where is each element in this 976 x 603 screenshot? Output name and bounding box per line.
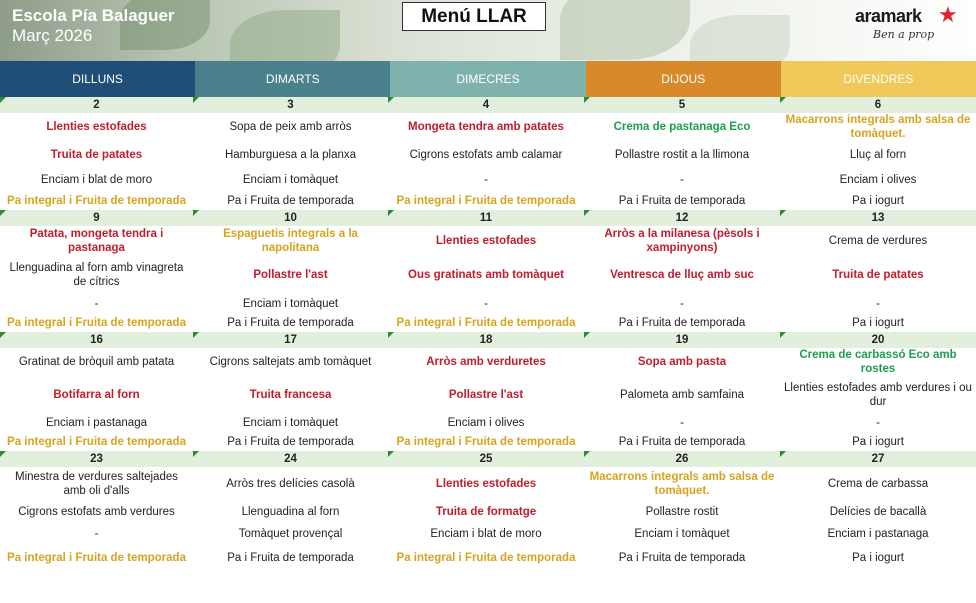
dish-name: Truita de patates xyxy=(50,149,143,161)
date-cell xyxy=(584,97,780,113)
date-number: 9 xyxy=(93,212,100,224)
dish-row xyxy=(0,294,976,313)
dish-cell xyxy=(584,546,780,570)
dish-cell xyxy=(193,256,388,294)
dish-name: Enciam i blat de moro xyxy=(430,528,542,540)
corner-marker-icon xyxy=(584,451,590,457)
dish-cell xyxy=(388,413,584,432)
dish-cell xyxy=(193,376,388,413)
dish-name: Enciam i tomàquet xyxy=(242,174,339,186)
dish-cell xyxy=(388,294,584,313)
dish-name: Macarrons integrals amb salsa de tomàquet. xyxy=(589,471,775,497)
date-cell xyxy=(388,97,584,113)
corner-marker-icon xyxy=(193,332,199,338)
dish-cell xyxy=(780,141,976,169)
dish-name: Enciam i pastanaga xyxy=(45,416,147,429)
dish-row xyxy=(0,169,976,191)
date-number: 5 xyxy=(678,99,686,111)
dish-cell xyxy=(780,191,976,210)
dish-name: Enciam i tomàquet xyxy=(242,416,339,429)
corner-marker-icon xyxy=(388,332,394,338)
dish-cell xyxy=(388,169,584,191)
date-cell xyxy=(780,451,976,467)
dish-cell xyxy=(584,501,780,522)
date-number: 17 xyxy=(284,334,297,346)
date-row xyxy=(0,210,976,226)
dish-name: Pa i Fruita de temporada xyxy=(618,435,746,448)
dish-cell xyxy=(0,348,193,376)
dish-cell xyxy=(388,348,584,376)
dish-cell xyxy=(0,294,193,313)
dish-cell xyxy=(193,546,388,570)
dish-cell xyxy=(193,226,388,256)
corner-marker-icon xyxy=(780,210,786,216)
dish-row xyxy=(0,546,976,570)
dish-name: Arròs amb verduretes xyxy=(426,356,546,368)
date-number: 20 xyxy=(871,334,885,346)
date-cell xyxy=(0,451,193,467)
dish-name: Crema de verdures xyxy=(828,235,928,247)
dish-row xyxy=(0,467,976,501)
dish-name: Delícies de bacallà xyxy=(829,505,927,518)
dish-name: Botifarra al forn xyxy=(53,388,140,401)
dish-name: Pollastre l'ast xyxy=(253,269,328,281)
dish-name: Enciam i olives xyxy=(447,416,525,429)
dish-cell xyxy=(0,169,193,191)
date-number: 19 xyxy=(675,334,689,346)
date-cell xyxy=(780,210,976,226)
date-cell xyxy=(584,210,780,226)
dish-name: Pa i iogurt xyxy=(852,194,904,207)
dish-cell xyxy=(193,432,388,451)
dish-name: - xyxy=(484,174,488,186)
dish-name: Ous gratinats amb tomàquet xyxy=(408,269,564,281)
dish-cell xyxy=(193,141,388,169)
dish-cell xyxy=(584,467,780,501)
dish-cell xyxy=(388,467,584,501)
dish-cell xyxy=(780,501,976,522)
corner-marker-icon xyxy=(780,451,786,457)
dish-cell xyxy=(193,467,388,501)
dish-cell xyxy=(780,413,976,432)
dish-name: Sopa de peix amb arròs xyxy=(229,121,352,133)
dish-name: Pa integral i Fruita de temporada xyxy=(396,435,576,448)
menu-title: Menú LLAR xyxy=(402,2,546,31)
date-cell xyxy=(388,332,584,348)
dish-name: Arròs a la milanesa (pèsols i xampinyons) xyxy=(604,228,760,254)
dish-cell xyxy=(388,501,584,522)
dish-cell xyxy=(584,313,780,332)
day-header-divendres: DIVENDRES xyxy=(781,61,976,97)
date-cell xyxy=(780,332,976,348)
dish-cell xyxy=(0,226,193,256)
dish-cell xyxy=(193,348,388,376)
dish-cell xyxy=(388,191,584,210)
brand-name: aramark xyxy=(855,6,922,26)
leaf-decoration xyxy=(690,15,790,61)
dish-cell xyxy=(0,256,193,294)
date-number: 2 xyxy=(93,99,100,111)
dish-row xyxy=(0,113,976,141)
date-number: 10 xyxy=(284,212,297,224)
dish-name: Enciam i blat de moro xyxy=(40,174,153,186)
dish-name: Pa integral i Fruita de temporada xyxy=(396,194,576,207)
dish-name: Pa integral i Fruita de temporada xyxy=(396,316,576,329)
dish-cell xyxy=(193,294,388,313)
dish-cell xyxy=(388,113,584,141)
date-cell xyxy=(193,97,388,113)
dish-name: Enciam i tomàquet xyxy=(634,528,730,540)
date-cell xyxy=(193,210,388,226)
dish-cell xyxy=(0,501,193,522)
dish-name: Enciam i tomàquet xyxy=(242,297,339,310)
dish-row xyxy=(0,313,976,332)
dish-cell xyxy=(0,413,193,432)
date-row xyxy=(0,451,976,467)
dish-cell xyxy=(388,256,584,294)
dish-name: Pa integral i Fruita de temporada xyxy=(7,316,186,329)
dish-name: - xyxy=(876,297,880,310)
dish-name: Pa i Fruita de temporada xyxy=(227,316,354,329)
dish-cell xyxy=(584,348,780,376)
dish-cell xyxy=(388,432,584,451)
dish-name: Lluç al forn xyxy=(849,149,907,161)
dish-cell xyxy=(584,169,780,191)
dish-cell xyxy=(193,169,388,191)
dish-name: Pollastre l'ast xyxy=(448,388,524,401)
date-row xyxy=(0,97,976,113)
dish-cell xyxy=(0,432,193,451)
dish-name: Mongeta tendra amb patates xyxy=(408,121,564,133)
dish-name: Gratinat de bròquil amb patata xyxy=(18,356,175,368)
dish-name: - xyxy=(94,297,99,310)
dish-cell xyxy=(388,313,584,332)
brand-tagline: Ben a prop xyxy=(873,28,935,41)
dish-cell xyxy=(0,546,193,570)
dish-name: Llenguadina al forn amb vinagreta de cítrics xyxy=(9,262,184,288)
date-cell xyxy=(0,97,193,113)
dish-cell xyxy=(193,313,388,332)
dish-name: Llenties estofades xyxy=(435,478,537,490)
dish-cell xyxy=(388,522,584,546)
dish-cell xyxy=(193,522,388,546)
dish-cell xyxy=(780,546,976,570)
date-number: 24 xyxy=(284,453,297,465)
dish-name: - xyxy=(680,174,684,186)
dish-cell xyxy=(193,191,388,210)
dish-name: Crema de carbassa xyxy=(827,478,929,490)
dish-cell xyxy=(780,467,976,501)
date-number: 11 xyxy=(479,212,493,224)
date-number: 6 xyxy=(874,99,882,111)
dish-row xyxy=(0,522,976,546)
date-cell xyxy=(388,451,584,467)
dish-cell xyxy=(780,522,976,546)
corner-marker-icon xyxy=(780,97,786,103)
date-cell xyxy=(193,451,388,467)
dish-row xyxy=(0,191,976,210)
corner-marker-icon xyxy=(388,451,394,457)
dish-cell xyxy=(0,376,193,413)
dish-cell xyxy=(584,256,780,294)
menu-period: Març 2026 xyxy=(12,26,93,45)
dish-cell xyxy=(0,191,193,210)
dish-cell xyxy=(780,226,976,256)
dish-name: Palometa amb samfaina xyxy=(619,388,744,401)
dish-name: - xyxy=(484,297,488,310)
dish-name: Truita de formatge xyxy=(435,505,537,518)
corner-marker-icon xyxy=(0,210,6,216)
dish-row xyxy=(0,413,976,432)
dish-name: Cigrons estofats amb verdures xyxy=(18,505,175,518)
dish-cell xyxy=(193,501,388,522)
dish-cell xyxy=(584,376,780,413)
dish-row xyxy=(0,226,976,256)
dish-name: Llenties estofades xyxy=(435,235,537,247)
dish-cell xyxy=(388,226,584,256)
dish-name: - xyxy=(94,528,99,540)
dish-name: Pa i iogurt xyxy=(852,552,904,564)
dish-cell xyxy=(584,113,780,141)
dish-name: Enciam i olives xyxy=(839,174,917,186)
dish-row xyxy=(0,141,976,169)
dish-cell xyxy=(0,522,193,546)
day-header-dimecres: DIMECRES xyxy=(390,61,585,97)
dish-name: Llenties estofades amb verdures i ou dur xyxy=(784,381,972,408)
date-number: 4 xyxy=(482,99,490,111)
date-cell xyxy=(0,210,193,226)
dish-name: Truita de patates xyxy=(832,269,924,281)
date-cell xyxy=(193,332,388,348)
date-number: 13 xyxy=(871,212,885,224)
corner-marker-icon xyxy=(584,332,590,338)
date-number: 26 xyxy=(675,453,689,465)
dish-name: Crema de carbassó Eco amb rostes xyxy=(799,349,957,375)
dish-row xyxy=(0,501,976,522)
date-cell xyxy=(584,332,780,348)
dish-name: Pollastre rostit a la llimona xyxy=(614,149,750,161)
corner-marker-icon xyxy=(780,332,786,338)
dish-cell xyxy=(584,294,780,313)
dish-name: Macarrons integrals amb salsa de tomàquet. xyxy=(785,114,971,140)
dish-cell xyxy=(0,141,193,169)
day-header-dijous: DIJOUS xyxy=(586,61,781,97)
weekday-header xyxy=(0,61,976,97)
dish-name: Ventresca de lluç amb suc xyxy=(610,269,754,281)
corner-marker-icon xyxy=(0,332,6,338)
corner-marker-icon xyxy=(193,451,199,457)
dish-name: Pa i Fruita de temporada xyxy=(227,552,354,564)
dish-name: Pa i Fruita de temporada xyxy=(618,194,746,207)
date-number: 27 xyxy=(871,453,885,465)
dish-name: Arròs tres delícies casolà xyxy=(226,478,355,490)
dish-cell xyxy=(780,294,976,313)
dish-row xyxy=(0,348,976,376)
dish-name: Minestra de verdures saltejades amb oli d'alls xyxy=(15,471,178,497)
date-cell xyxy=(0,332,193,348)
day-header-dilluns: DILLUNS xyxy=(0,61,195,97)
dish-row xyxy=(0,256,976,294)
dish-name: Espaguetis integrals a la napolitana xyxy=(223,228,358,254)
date-number: 23 xyxy=(90,453,103,465)
dish-cell xyxy=(780,113,976,141)
dish-name: Pa i Fruita de temporada xyxy=(227,194,354,207)
dish-name: Pa i Fruita de temporada xyxy=(227,435,354,448)
dish-cell xyxy=(584,522,780,546)
corner-marker-icon xyxy=(388,210,394,216)
date-row xyxy=(0,332,976,348)
date-cell xyxy=(584,451,780,467)
dish-cell xyxy=(780,313,976,332)
dish-cell xyxy=(193,413,388,432)
corner-marker-icon xyxy=(0,97,6,103)
dish-name: Cigrons saltejats amb tomàquet xyxy=(209,356,372,368)
date-cell xyxy=(388,210,584,226)
dish-name: Hamburguesa a la planxa xyxy=(224,149,357,161)
dish-cell xyxy=(584,226,780,256)
dish-name: Pa integral i Fruita de temporada xyxy=(396,552,576,564)
dish-name: Enciam i pastanaga xyxy=(827,528,929,540)
dish-cell xyxy=(0,113,193,141)
leaf-decoration xyxy=(230,10,340,61)
dish-name: - xyxy=(680,416,684,429)
dish-cell xyxy=(193,113,388,141)
date-number: 3 xyxy=(287,99,294,111)
corner-marker-icon xyxy=(584,97,590,103)
dish-cell xyxy=(388,376,584,413)
dish-name: Pa i Fruita de temporada xyxy=(618,552,746,564)
corner-marker-icon xyxy=(193,97,199,103)
date-number: 12 xyxy=(675,212,689,224)
school-name: Escola Pía Balaguer xyxy=(12,6,175,25)
dish-name: Llenguadina al forn xyxy=(241,505,340,518)
dish-cell xyxy=(0,313,193,332)
corner-marker-icon xyxy=(193,210,199,216)
dish-cell xyxy=(584,413,780,432)
dish-name: Patata, mongeta tendra i pastanaga xyxy=(29,228,164,254)
dish-cell xyxy=(388,141,584,169)
dish-name: - xyxy=(876,416,880,429)
aramark-logo xyxy=(855,2,967,50)
menu-table xyxy=(0,97,976,570)
dish-name: Pa i iogurt xyxy=(852,316,904,329)
date-number: 25 xyxy=(479,453,493,465)
dish-name: Pa integral i Fruita de temporada xyxy=(7,435,186,448)
dish-name: Pa integral i Fruita de temporada xyxy=(7,552,186,564)
dish-row xyxy=(0,432,976,451)
header-banner xyxy=(0,0,976,61)
leaf-decoration xyxy=(560,0,690,60)
dish-name: Truita francesa xyxy=(249,388,332,401)
date-number: 18 xyxy=(479,334,493,346)
dish-name: Tomàquet provençal xyxy=(238,528,343,540)
dish-row xyxy=(0,376,976,413)
dish-name: Pa i iogurt xyxy=(852,435,904,448)
dish-name: Cigrons estofats amb calamar xyxy=(409,149,563,161)
dish-name: Pa integral i Fruita de temporada xyxy=(7,194,186,207)
dish-cell xyxy=(584,432,780,451)
dish-cell xyxy=(584,141,780,169)
dish-cell xyxy=(0,467,193,501)
dish-cell xyxy=(780,376,976,413)
corner-marker-icon xyxy=(388,97,394,103)
dish-name: Pollastre rostit xyxy=(645,505,719,518)
date-number: 16 xyxy=(90,334,103,346)
dish-cell xyxy=(780,432,976,451)
dish-name: - xyxy=(680,297,684,310)
dish-cell xyxy=(584,191,780,210)
date-cell xyxy=(780,97,976,113)
star-icon: ★ xyxy=(938,2,958,27)
dish-cell xyxy=(388,546,584,570)
dish-cell xyxy=(780,169,976,191)
dish-name: Pa i Fruita de temporada xyxy=(618,316,746,329)
dish-cell xyxy=(780,348,976,376)
corner-marker-icon xyxy=(584,210,590,216)
dish-name: Llenties estofades xyxy=(46,121,147,133)
dish-cell xyxy=(780,256,976,294)
dish-name: Sopa amb pasta xyxy=(637,356,727,368)
corner-marker-icon xyxy=(0,451,6,457)
dish-name: Crema de pastanaga Eco xyxy=(613,121,751,133)
day-header-dimarts: DIMARTS xyxy=(195,61,390,97)
